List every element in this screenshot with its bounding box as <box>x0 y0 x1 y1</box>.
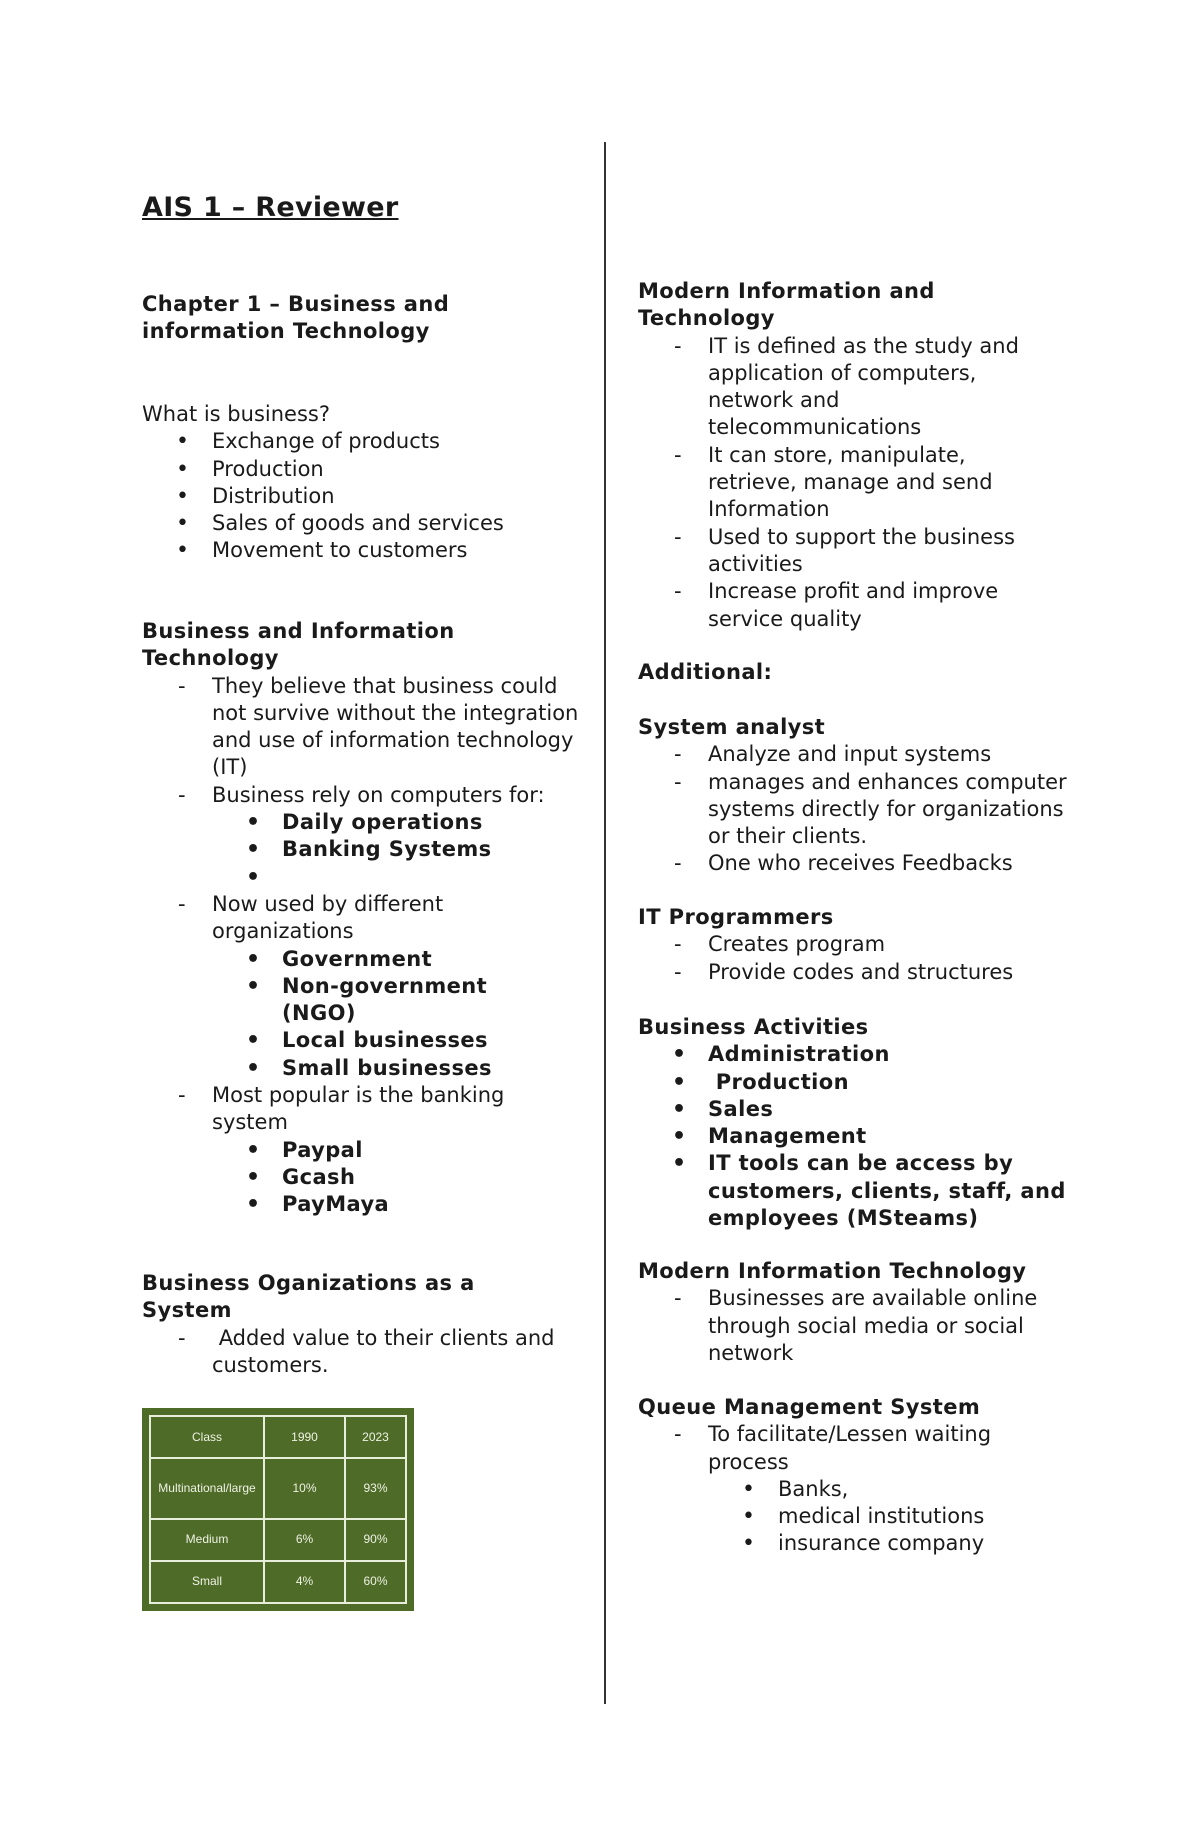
document-title: AIS 1 – Reviewer <box>142 192 399 223</box>
table-cell: 93% <box>345 1458 406 1518</box>
list-item: • Exchange of products <box>142 428 504 455</box>
list-item: • IT tools can be access by customers, clients, staff, and employees (MSteams) <box>638 1150 1078 1232</box>
list-item: - Creates program <box>638 931 1078 958</box>
table-row <box>150 1561 406 1603</box>
modern-it-list <box>638 333 1078 633</box>
list-item: • Small businesses <box>142 1055 582 1082</box>
business-it-heading: Business and Information Technology <box>142 619 455 671</box>
list-item: • Government <box>142 946 582 973</box>
list-item: - IT is defined as the study and application of computers, network and telecommunications <box>638 333 1078 442</box>
what-is-business-question: What is business? <box>142 402 330 426</box>
table-cell: Small <box>150 1561 264 1603</box>
table-cell: 10% <box>264 1458 345 1518</box>
business-it-list <box>142 673 582 1219</box>
business-it-section <box>142 618 582 1219</box>
modern-it-2-heading: Modern Information Technology <box>638 1259 1027 1283</box>
table-cell: Multinational/large <box>150 1458 264 1518</box>
table-cell: 60% <box>345 1561 406 1603</box>
list-item: • Banking Systems <box>142 836 582 863</box>
list-item: - They believe that business could not survive without the integration and use of information technology (IT) <box>142 673 582 782</box>
table-header-cell: 2023 <box>345 1416 406 1458</box>
list-item: - Business rely on computers for: <box>142 782 582 809</box>
column-divider <box>604 142 606 1704</box>
list-item: - One who receives Feedbacks <box>638 850 1078 877</box>
list-item: • Production <box>142 456 504 483</box>
list-item: - manages and enhances computer systems directly for organizations or their clients. <box>638 769 1078 851</box>
list-item: - Businesses are available online through social media or social network <box>638 1285 1078 1367</box>
list-item: • Paypal <box>142 1137 582 1164</box>
system-analyst-heading: System analyst <box>638 715 826 739</box>
list-item-empty <box>142 864 582 891</box>
list-item: • PayMaya <box>142 1191 582 1218</box>
list-item: - Used to support the business activities <box>638 524 1078 579</box>
it-programmers-list <box>638 931 1078 986</box>
business-organizations-list <box>142 1325 582 1380</box>
queue-management-heading: Queue Management System <box>638 1395 981 1419</box>
list-item: - Provide codes and structures <box>638 959 1078 986</box>
additional-heading: Additional: <box>638 660 773 684</box>
queue-management-list <box>638 1421 1078 1557</box>
it-programmers-section <box>638 904 1078 986</box>
table-header-cell: 1990 <box>264 1416 345 1458</box>
table-cell: Medium <box>150 1519 264 1561</box>
business-activities-heading: Business Activities <box>638 1015 869 1039</box>
list-item: - It can store, manipulate, retrieve, manage and send Information <box>638 442 1078 524</box>
modern-it-section <box>638 278 1078 633</box>
list-item: - To facilitate/Lessen waiting process <box>638 1421 1078 1476</box>
business-organizations-section <box>142 1270 582 1379</box>
list-item: • Distribution <box>142 483 504 510</box>
table-row <box>150 1458 406 1518</box>
list-item: - Most popular is the banking system <box>142 1082 582 1137</box>
list-item: • Administration <box>638 1041 1078 1068</box>
system-analyst-list <box>638 741 1078 877</box>
list-item: - Now used by different organizations <box>142 891 582 946</box>
list-item: • Gcash <box>142 1164 582 1191</box>
growth-table-image <box>142 1408 414 1611</box>
table-row <box>150 1416 406 1458</box>
list-item: • Daily operations <box>142 809 582 836</box>
what-is-business-section <box>142 401 504 565</box>
list-item: • insurance company <box>638 1530 1078 1557</box>
list-item: • Movement to customers <box>142 537 504 564</box>
it-programmers-heading: IT Programmers <box>638 905 834 929</box>
table-row <box>150 1519 406 1561</box>
list-item: • Sales <box>638 1096 1078 1123</box>
modern-it-2-section <box>638 1258 1078 1367</box>
business-organizations-heading: Business Oganizations as a System <box>142 1271 475 1323</box>
system-analyst-section <box>638 714 1078 878</box>
business-list <box>142 428 504 564</box>
table-cell: 4% <box>264 1561 345 1603</box>
list-item: • Banks, <box>638 1476 1078 1503</box>
business-activities-list <box>638 1041 1078 1232</box>
list-item: - Added value to their clients and customers. <box>142 1325 582 1380</box>
business-activities-section <box>638 1014 1078 1232</box>
table-header-cell: Class <box>150 1416 264 1458</box>
list-item: • Sales of goods and services <box>142 510 504 537</box>
list-item: • Local businesses <box>142 1027 582 1054</box>
modern-it-2-list <box>638 1285 1078 1367</box>
list-item: - Analyze and input systems <box>638 741 1078 768</box>
growth-table <box>149 1415 407 1604</box>
queue-management-section <box>638 1394 1078 1558</box>
list-item: - Increase profit and improve service quality <box>638 578 1078 633</box>
list-item: • Non-government (NGO) <box>142 973 582 1028</box>
list-item: • medical institutions <box>638 1503 1078 1530</box>
table-cell: 90% <box>345 1519 406 1561</box>
list-item: • Production <box>638 1069 1078 1096</box>
modern-it-heading: Modern Information and Technology <box>638 279 935 331</box>
list-item: • Management <box>638 1123 1078 1150</box>
chapter-heading: Chapter 1 – Business and information Technology <box>142 292 450 344</box>
table-cell: 6% <box>264 1519 345 1561</box>
